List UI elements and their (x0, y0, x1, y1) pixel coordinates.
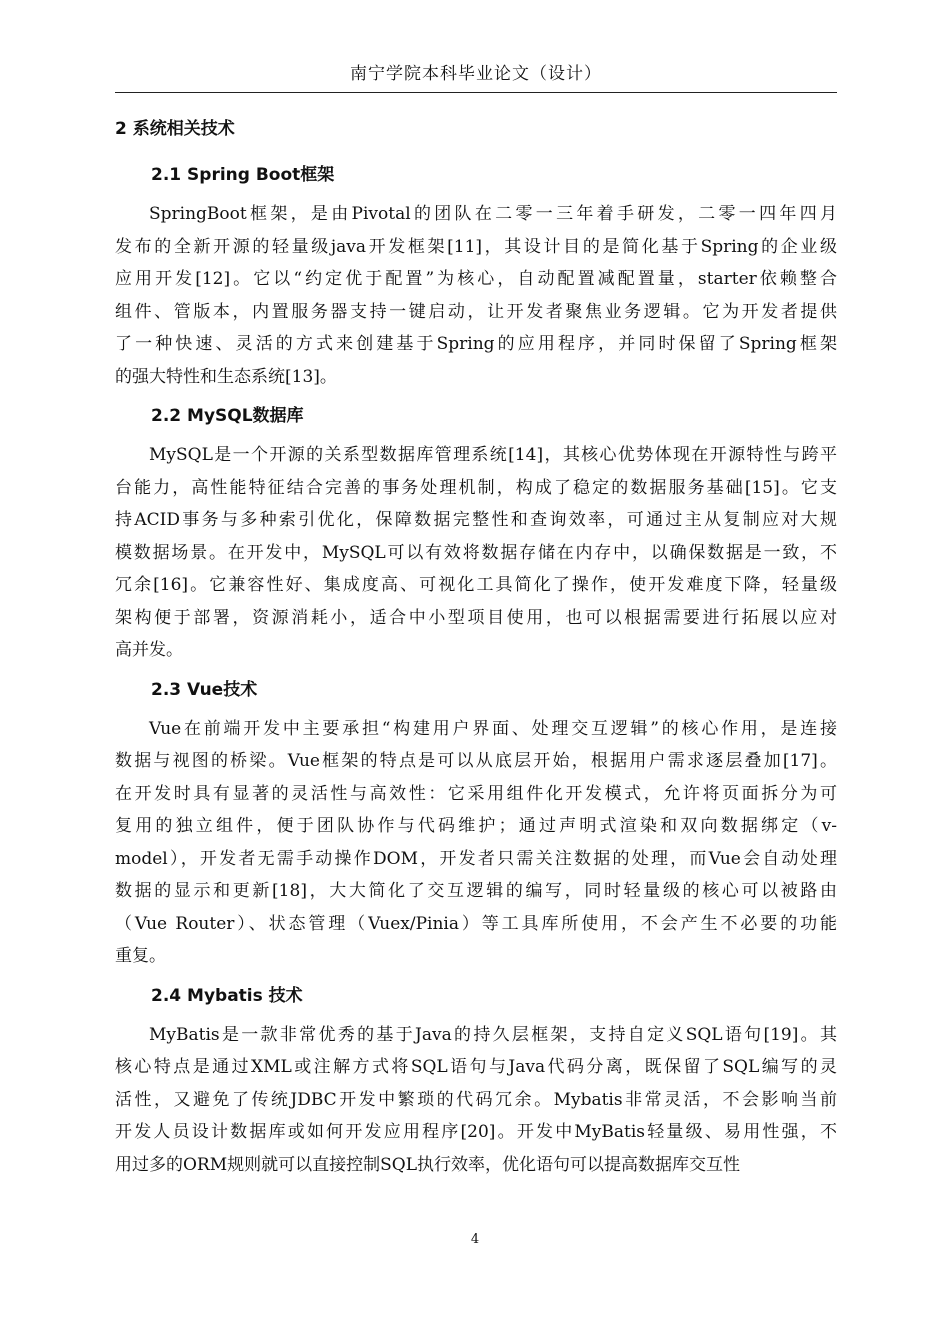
body-paragraph (115, 713, 837, 973)
paragraph-line: 数据与视图的桥梁。Vue框架的特点是可以从底层开始，根据用户需求逐层叠加[17]。 (115, 751, 837, 771)
paragraph-line: 模数据场景。在开发中，MySQL可以有效将数据存储在内存中，以确保数据是一致，不 (115, 542, 837, 563)
body-paragraph (115, 198, 837, 393)
chapter-heading: 2 系统相关技术 (115, 119, 235, 139)
paragraph-line: 冗余[16]。它兼容性好、集成度高、可视化工具简化了操作，使开发难度下降，轻量级 (115, 575, 837, 595)
paragraph-line: 用过多的ORM规则就可以直接控制SQL执行效率，优化语句可以提高数据库交互性 (115, 1154, 741, 1175)
paragraph-line: 应用开发[12]。它以“约定优于配置”为核心，自动配置减配置量，starter依赖整合 (115, 269, 837, 289)
section-heading: 2.2 MySQL数据库 (151, 406, 304, 426)
paragraph-line: 数据的显示和更新[18]，大大简化了交互逻辑的编写，同时轻量级的核心可以被路由 (115, 881, 837, 901)
paragraph-line: 组件、管版本，内置服务器支持一键启动，让开发者聚焦业务逻辑。它为开发者提供 (115, 301, 837, 322)
paragraph-line: （Vue Router）、状态管理（Vuex/Pinia）等工具库所使用，不会产生不必要的功能 (115, 913, 837, 934)
paragraph-line: 了一种快速、灵活的方式来创建基于Spring的应用程序，并同时保留了Spring框架 (115, 334, 837, 354)
paragraph-line: MyBatis是一款非常优秀的基于Java的持久层框架，支持自定义SQL语句[19]。其 (149, 1024, 837, 1045)
paragraph-line: Vue在前端开发中主要承担“构建用户界面、处理交互逻辑”的核心作用，是连接 (149, 718, 837, 739)
paragraph-line: 高并发。 (115, 640, 183, 660)
paragraph-line: 重复。 (115, 946, 166, 966)
section-heading: 2.1 Spring Boot框架 (151, 165, 335, 185)
section-heading: 2.3 Vue技术 (151, 679, 258, 700)
paragraph-line: 发布的全新开源的轻量级java开发框架[11]，其设计目的是简化基于Spring的企业级 (115, 236, 837, 257)
paragraph-line: 核心特点是通过XML或注解方式将SQL语句与Java代码分离，既保留了SQL编写的灵 (115, 1057, 837, 1077)
body-paragraph (115, 1019, 837, 1182)
paragraph-line: 在开发时具有显著的灵活性与高效性：它采用组件化开发模式，允许将页面拆分为可 (115, 783, 837, 804)
page-number: 4 (470, 1232, 480, 1247)
paragraph-line: 开发人员设计数据库或如何开发应用程序[20]。开发中MyBatis轻量级、易用性强，不 (115, 1122, 837, 1142)
paper-body (115, 112, 837, 1187)
paragraph-line: SpringBoot框架，是由Pivotal的团队在二零一三年着手研发，二零一四年四月 (149, 204, 837, 224)
paragraph-line: 持ACID事务与多种索引优化，保障数据完整性和查询效率，可通过主从复制应对大规 (115, 510, 837, 530)
paragraph-line: MySQL是一个开源的关系型数据库管理系统[14]，其核心优势体现在开源特性与跨平 (149, 445, 837, 465)
paragraph-line: 架构便于部署，资源消耗小，适合中小型项目使用，也可以根据需要进行拓展以应对 (115, 607, 837, 628)
section-heading: 2.4 Mybatis 技术 (151, 985, 303, 1006)
body-paragraph (115, 439, 837, 667)
paragraph-line: model），开发者无需手动操作DOM，开发者只需关注数据的处理，而Vue会自动处理 (115, 848, 837, 869)
paragraph-line: 台能力，高性能特征结合完善的事务处理机制，构成了稳定的数据服务基础[15]。它支 (115, 477, 837, 498)
running-header: 南宁学院本科毕业论文（设计） (115, 60, 837, 93)
paragraph-line: 活性，又避免了传统JDBC开发中繁琐的代码冗余。Mybatis非常灵活，不会影响当前 (115, 1089, 837, 1110)
paragraph-line: 复用的独立组件，便于团队协作与代码维护；通过声明式渲染和双向数据绑定（v- (115, 816, 837, 836)
paragraph-line: 的强大特性和生态系统[13]。 (115, 366, 337, 387)
